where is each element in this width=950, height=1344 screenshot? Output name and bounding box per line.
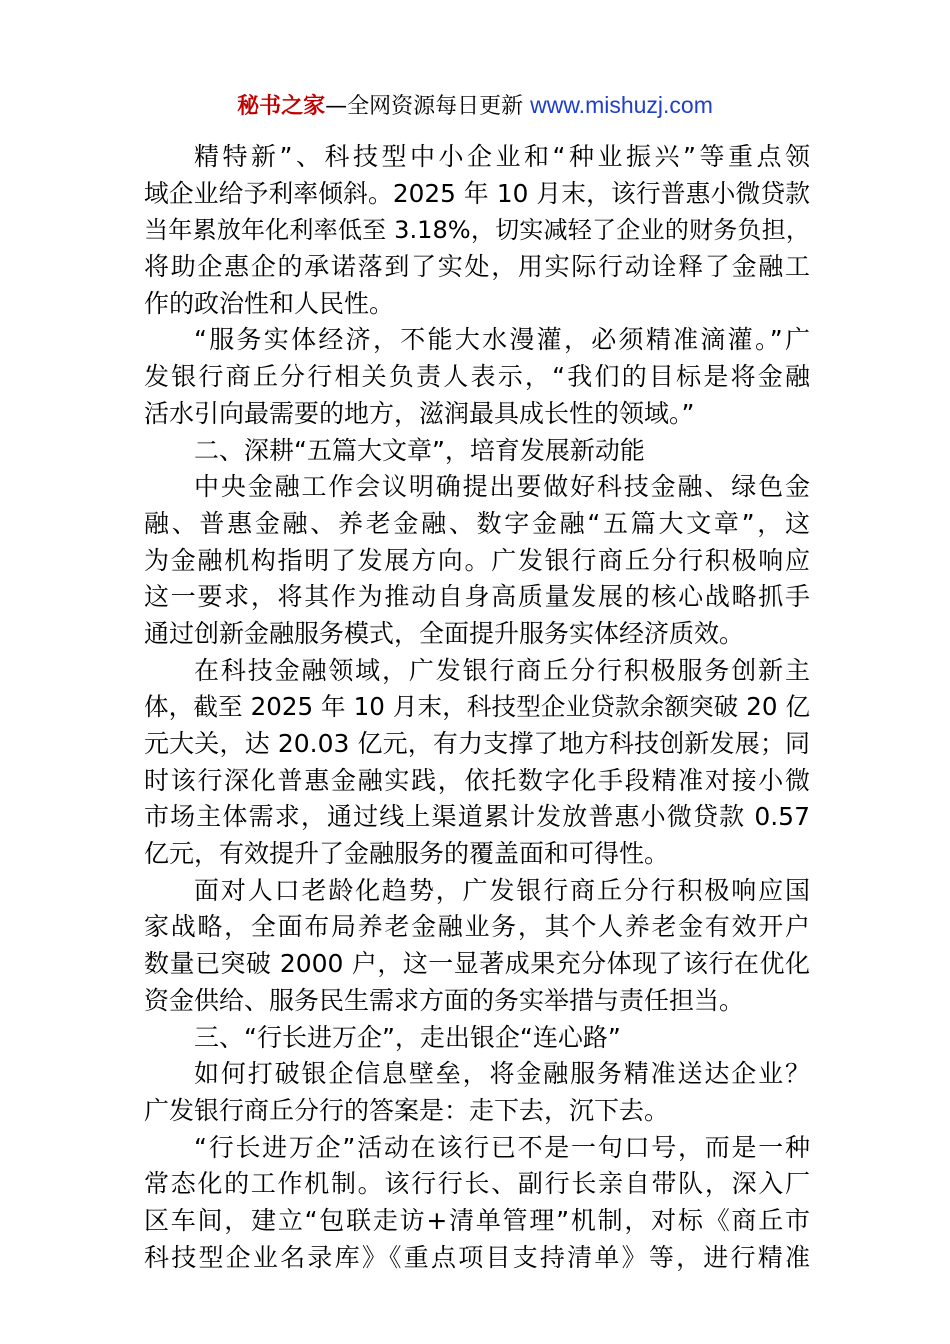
text-line: 市场主体需求，通过线上渠道累计发放普惠小微贷款 0.57 [144, 802, 810, 832]
text-line: “服务实体经济，不能大水漫灌，必须精准滴灌。”广 [194, 325, 810, 355]
text-line: 资金供给、服务民生需求方面的务实举措与责任担当。 [144, 985, 745, 1015]
text-line: 融、普惠金融、养老金融、数字金融“五篇大文章”，这 [144, 508, 810, 538]
site-header [0, 88, 950, 124]
text-line: 作的政治性和人民性。 [144, 288, 395, 318]
text-line: 如何打破银企信息壁垒，将金融服务精准送达企业？ [194, 1059, 810, 1089]
text-line: 为金融机构指明了发展方向。广发银行商丘分行积极响应 [144, 545, 810, 575]
text-line: 这一要求，将其作为推动自身高质量发展的核心战略抓手 [144, 582, 810, 612]
text-line: 亿元，有效提升了金融服务的覆盖面和可得性。 [144, 839, 670, 869]
text-line: 二、深耕“五篇大文章”，培育发展新动能 [194, 435, 645, 465]
site-url-link[interactable]: www.mishuzj.com [530, 92, 713, 118]
text-line: 体，截至 2025 年 10 月末，科技型企业贷款余额突破 20 亿 [144, 692, 810, 722]
text-line: 活水引向最需要的地方，滋润最具成长性的领域。” [144, 398, 695, 428]
text-line: 面对人口老龄化趋势，广发银行商丘分行积极响应国 [194, 875, 810, 905]
text-line: 常态化的工作机制。该行行长、副行长亲自带队，深入厂 [144, 1169, 810, 1199]
text-line: 科技型企业名录库》《重点项目支持清单》等，进行精准 [144, 1242, 810, 1272]
article-body [144, 139, 810, 1276]
text-line: 域企业给予利率倾斜。2025 年 10 月末，该行普惠小微贷款 [144, 178, 810, 208]
text-line: 元大关，达 20.03 亿元，有力支撑了地方科技创新发展；同 [144, 729, 810, 758]
text-line: 通过创新金融服务模式，全面提升服务实体经济质效。 [144, 618, 745, 648]
text-line: 中央金融工作会议明确提出要做好科技金融、绿色金 [194, 472, 810, 502]
text-line: 当年累放年化利率低至 3.18%，切实减轻了企业的财务负担， [144, 216, 810, 245]
text-line: 三、“行长进万企”，走出银企“连心路” [194, 1022, 621, 1052]
text-line: 将助企惠企的承诺落到了实处，用实际行动诠释了金融工 [144, 252, 810, 282]
text-line: 时该行深化普惠金融实践，依托数字化手段精准对接小微 [144, 765, 810, 795]
text-line: 数量已突破 2000 户，这一显著成果充分体现了该行在优化 [144, 949, 810, 979]
site-brand: 秘书之家 [237, 94, 326, 119]
text-line: 精特新”、科技型中小企业和“种业振兴”等重点领 [194, 142, 810, 171]
text-line: 发银行商丘分行相关负责人表示，“我们的目标是将金融 [144, 362, 810, 392]
text-line: 广发银行商丘分行的答案是：走下去，沉下去。 [144, 1095, 670, 1125]
text-line: 在科技金融领域，广发银行商丘分行积极服务创新主 [194, 655, 810, 685]
text-line: 区车间，建立“包联走访+清单管理”机制，对标《商丘市 [144, 1205, 810, 1235]
text-line: 家战略，全面布局养老金融业务，其个人养老金有效开户 [144, 912, 810, 942]
site-slogan: —全网资源每日更新 [325, 94, 531, 119]
text-line: “行长进万企”活动在该行已不是一句口号，而是一种 [194, 1132, 810, 1162]
